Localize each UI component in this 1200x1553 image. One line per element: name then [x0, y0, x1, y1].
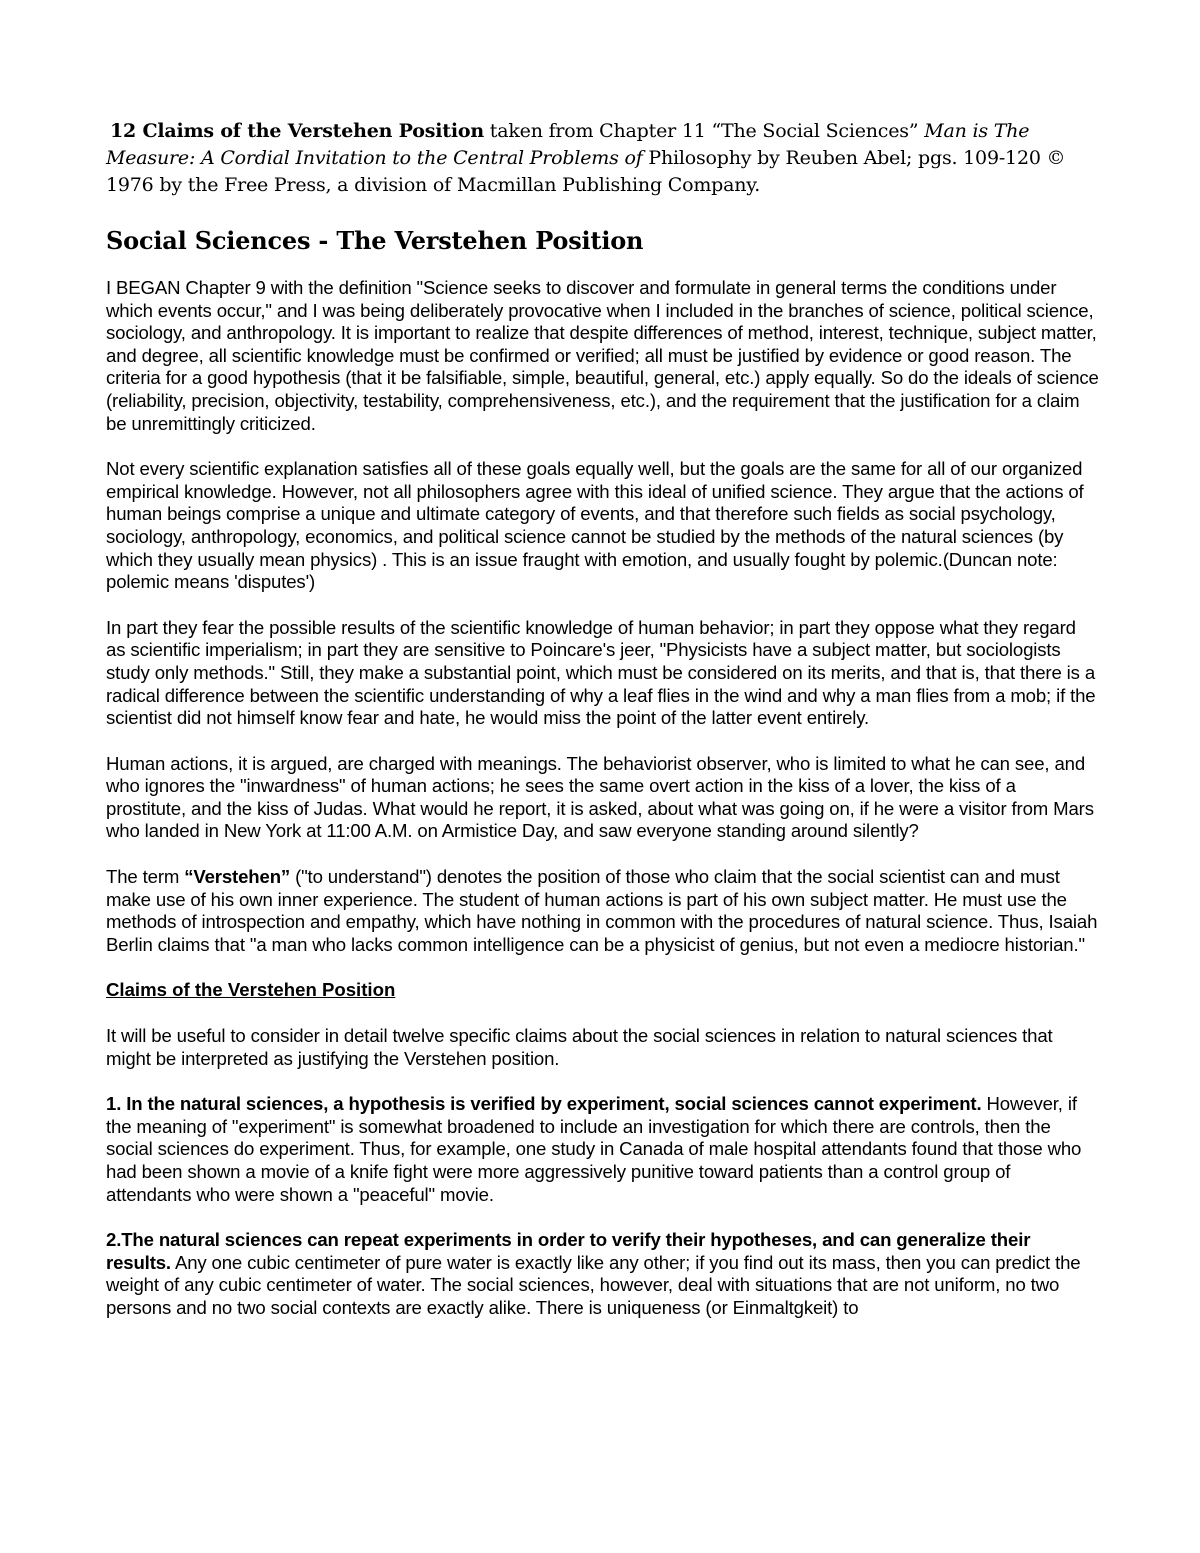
claim-2-text: Any one cubic centimeter of pure water is exactly like any other; if you find out its mass, then you can predict the weight of any cubic centimeter of water. The social sciences, however, deal with situations that are not uniform, no two persons and no two social contexts are exactly alike. There is uniqueness (or Einmaltgkeit) to [106, 1251, 1081, 1318]
claim-1 [106, 1093, 1100, 1206]
paragraph-5-pre: The term [106, 866, 185, 888]
paragraph-5 [106, 866, 1100, 956]
citation-book-title: Man is The Measure: A Cordial Invitation to the Central Problems of [106, 120, 1030, 169]
claim-1-statement: 1. In the natural sciences, a hypothesis is verified by experiment, social sciences cannot experiment. [106, 1093, 982, 1115]
citation-bold-title: 12 Claims of the Verstehen Position [110, 120, 484, 142]
paragraph-4: Human actions, it is argued, are charged with meanings. The behaviorist observer, who is limited to what he can see, and who ignores the "inwardness" of human actions; he sees the same overt action in the kiss of a lover, the kiss of a prostitute, and the kiss of Judas. What would he report, it is asked, about what was going on, if he were a visitor from Mars who landed in New York at 11:00 A.M. on Armistice Day, and saw everyone standing around silently? [106, 752, 1094, 842]
claim-2 [106, 1229, 1100, 1319]
citation-text-2: Philosophy by Reuben Abel; pgs. 109-120 © 1976 by the Free Press, a division of Macmillan Publishing Company. [106, 147, 1066, 196]
paragraph-1: I BEGAN Chapter 9 with the definition "Science seeks to discover and formulate in general terms the conditions under which events occur," and I was being deliberately provocative when I included in the branches of science, political science, sociology, and anthropology. It is important to realize that despite differences of method, interest, technique, subject matter, and degree, all scientific knowledge must be confirmed or verified; all must be justified by evidence or good reason. The criteria for a good hypothesis (that it be falsifiable, simple, beautiful, general, etc.) apply equally. So do the ideals of science (reliability, precision, objectivity, testability, comprehensiveness, etc.), and the requirement that the justification for a claim be unremittingly criticized. [106, 277, 1099, 434]
claim-1-text: However, if the meaning of "experiment" is somewhat broadened to include an investigation for which there are controls, then the social sciences do experiment. Thus, for example, one study in Canada of male hospital attendants found that those who had been shown a movie of a knife fight were more aggressively punitive toward patients than a control group of attendants who were shown a "peaceful" movie. [106, 1093, 1082, 1205]
source-citation [106, 118, 1100, 199]
paragraph-3: In part they fear the possible results of the scientific knowledge of human behavior; in part they oppose what they regard as scientific imperialism; in part they are sensitive to Poincare's jeer, "Physicists have a subject matter, but sociologists study only methods." Still, they make a substantial point, which must be considered on its merits, and that is, that there is a radical difference between the scientific understanding of why a leaf flies in the wind and why a man flies from a mob; if the scientist did not himself know fear and hate, he would miss the point of the latter event entirely. [106, 616, 1096, 729]
claims-intro: It will be useful to consider in detail twelve specific claims about the social sciences in relation to natural sciences that might be interpreted as justifying the Verstehen position. [106, 1025, 1053, 1069]
citation-text-1: taken from Chapter 11 “The Social Sciences” [483, 120, 925, 142]
paragraph-2: Not every scientific explanation satisfies all of these goals equally well, but the goals are the same for all of our organized empirical knowledge. However, not all philosophers agree with this ideal of unified science. They argue that the actions of human beings comprise a unique and ultimate category of events, and that therefore such fields as social psychology, sociology, anthropology, economics, and political science cannot be studied by the methods of the natural sciences (by which they usually mean physics) . This is an issue fraught with emotion, and usually fought by polemic.(Duncan note: polemic means 'disputes') [106, 458, 1084, 593]
claims-heading: Claims of the Verstehen Position [106, 979, 396, 1001]
page-title: Social Sciences - The Verstehen Position [106, 226, 644, 255]
paragraph-5-post: ("to understand") denotes the position of those who claim that the social scientist can and must make use of his own inner experience. The student of human actions is part of his own subject matter. He must use the methods of introspection and empathy, which have nothing in common with the procedures of natural science. Thus, Isaiah Berlin claims that "a man who lacks common intelligence can be a physicist of genius, but not even a mediocre historian." [106, 866, 1098, 955]
claim-2-statement: 2.The natural sciences can repeat experiments in order to verify their hypotheses, and can generalize their results. [106, 1229, 1031, 1273]
verstehen-term: “Verstehen” [184, 866, 291, 888]
